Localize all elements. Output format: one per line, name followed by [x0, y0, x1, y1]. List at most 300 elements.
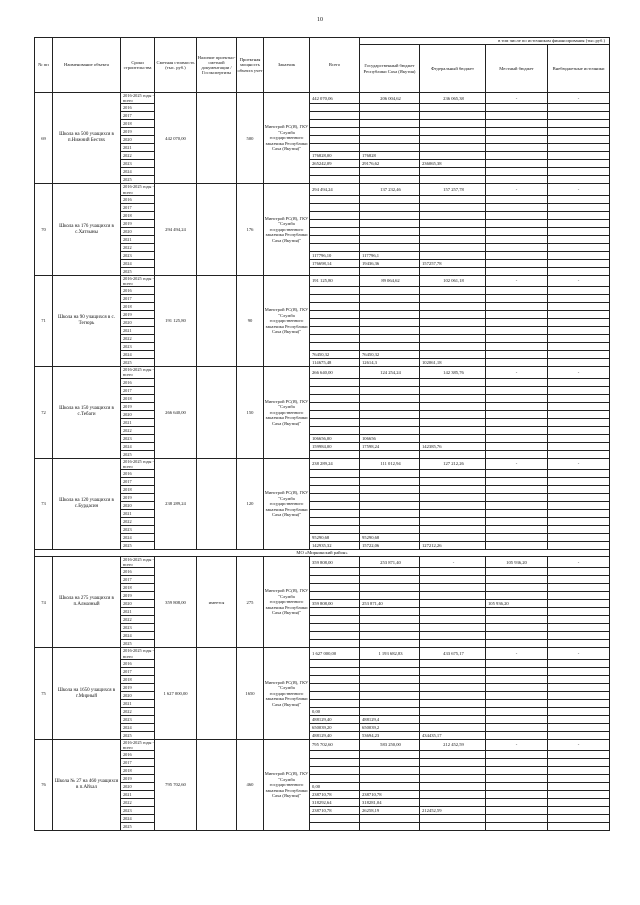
year-label: 2017 [121, 112, 155, 120]
year-value [310, 675, 360, 683]
year-value [310, 450, 360, 458]
year-value [548, 442, 610, 450]
year-value: 95290,68 [310, 534, 360, 542]
object-customer: Минстрой РС(Я), ГКУ "Служба государственного заказчика Республики Саха (Якутия)" [264, 648, 310, 739]
year-value [486, 195, 548, 203]
year-value [310, 144, 360, 152]
year-row [35, 608, 610, 616]
year-value [420, 632, 486, 640]
year-value: 102061,18 [420, 359, 486, 367]
object-capacity: 176 [237, 184, 264, 275]
year-value [310, 823, 360, 831]
object-number: 76 [35, 739, 53, 830]
year-value [310, 568, 360, 576]
year-row [35, 568, 610, 576]
year-value [420, 235, 486, 243]
year-value [486, 691, 548, 699]
year-label: 2019 [121, 311, 155, 319]
year-row [35, 168, 610, 176]
year-row [35, 799, 610, 807]
total-federal: 127 212,26 [420, 458, 486, 469]
object-cost: 442 070,00 [155, 93, 197, 184]
year-value [548, 128, 610, 136]
year-row [35, 219, 610, 227]
year-value [548, 518, 610, 526]
year-value [486, 120, 548, 128]
total-total: 266 640,00 [310, 367, 360, 378]
year-row [35, 351, 610, 359]
page-number: 10 [317, 17, 323, 23]
year-value [548, 568, 610, 576]
year-value [548, 683, 610, 691]
year-value [420, 112, 486, 120]
year-value [548, 327, 610, 335]
year-label: 2023 [121, 251, 155, 259]
year-value [486, 219, 548, 227]
year-value [310, 235, 360, 243]
year-row [35, 120, 610, 128]
total-federal: 433 675,17 [420, 648, 486, 659]
year-value [420, 478, 486, 486]
total-extra: - [548, 648, 610, 659]
year-value [310, 176, 360, 184]
year-value [310, 470, 360, 478]
object-status [197, 458, 237, 549]
year-label: 2018 [121, 675, 155, 683]
year-value [420, 502, 486, 510]
year-label: 2017 [121, 203, 155, 211]
year-value [420, 576, 486, 584]
year-row [35, 542, 610, 550]
period-total: 2016-2025 годы - всего [121, 648, 155, 659]
year-value [360, 486, 420, 494]
year-value [548, 502, 610, 510]
year-value [310, 751, 360, 759]
year-value [486, 616, 548, 624]
year-row [35, 402, 610, 410]
year-value [360, 219, 420, 227]
year-value [310, 759, 360, 767]
year-label: 2019 [121, 775, 155, 783]
year-label: 2025 [121, 542, 155, 550]
year-value [420, 343, 486, 351]
year-value [310, 211, 360, 219]
year-value [548, 418, 610, 426]
year-value [486, 378, 548, 386]
year-value [548, 783, 610, 791]
year-value [548, 450, 610, 458]
year-row [35, 723, 610, 731]
total-total: 1 627 000,00 [310, 648, 360, 659]
year-row [35, 526, 610, 534]
year-label: 2022 [121, 799, 155, 807]
year-value [310, 478, 360, 486]
year-row [35, 303, 610, 311]
year-value [310, 168, 360, 176]
year-row [35, 434, 610, 442]
year-value [486, 112, 548, 120]
total-local: - [486, 367, 548, 378]
year-value [310, 227, 360, 235]
year-value [548, 359, 610, 367]
year-value [548, 243, 610, 251]
year-value [360, 699, 420, 707]
year-value: 253 871,40 [360, 600, 420, 608]
object-customer: Минстрой РС(Я), ГКУ "Служба государственного заказчика Республики Саха (Якутия)" [264, 184, 310, 275]
year-value [548, 526, 610, 534]
year-value [486, 359, 548, 367]
year-label: 2025 [121, 731, 155, 739]
year-value [486, 303, 548, 311]
year-value [420, 568, 486, 576]
year-value [548, 632, 610, 640]
year-value [420, 823, 486, 831]
object-customer: Минстрой РС(Я), ГКУ "Служба государственного заказчика Республики Саха (Якутия)" [264, 557, 310, 648]
year-value [548, 303, 610, 311]
year-value [310, 136, 360, 144]
year-value [310, 592, 360, 600]
year-value [420, 675, 486, 683]
year-value [548, 378, 610, 386]
year-label: 2020 [121, 410, 155, 418]
year-value [420, 104, 486, 112]
object-row [35, 458, 610, 469]
object-number: 75 [35, 648, 53, 739]
year-value [420, 526, 486, 534]
year-value [360, 335, 420, 343]
year-value [486, 494, 548, 502]
year-label: 2017 [121, 667, 155, 675]
year-value [310, 486, 360, 494]
year-value [420, 335, 486, 343]
year-value [420, 402, 486, 410]
year-row [35, 235, 610, 243]
year-value: 238710,78 [310, 791, 360, 799]
year-value [310, 632, 360, 640]
year-value [486, 287, 548, 295]
year-value: 114675,48 [310, 359, 360, 367]
total-federal: - [420, 557, 486, 568]
year-value [548, 624, 610, 632]
year-value [486, 327, 548, 335]
year-value [360, 128, 420, 136]
header-total: Всего [310, 38, 360, 93]
year-value [486, 168, 548, 176]
year-value [420, 410, 486, 418]
year-value [360, 203, 420, 211]
year-value [548, 691, 610, 699]
object-capacity: 120 [237, 458, 264, 549]
year-value [360, 608, 420, 616]
year-value [548, 251, 610, 259]
year-value [548, 152, 610, 160]
object-cost: 266 640,00 [155, 367, 197, 458]
year-value [310, 640, 360, 648]
year-value [548, 311, 610, 319]
year-value [548, 659, 610, 667]
total-regional: 124 254,24 [360, 367, 420, 378]
year-label: 2017 [121, 295, 155, 303]
total-total: 359 808,00 [310, 557, 360, 568]
year-value [360, 675, 420, 683]
object-row [35, 739, 610, 750]
year-value [486, 335, 548, 343]
year-value [360, 378, 420, 386]
year-value [420, 394, 486, 402]
year-row [35, 502, 610, 510]
year-value [360, 767, 420, 775]
year-value [548, 608, 610, 616]
total-total: 294 494,24 [310, 184, 360, 195]
year-value [420, 168, 486, 176]
year-value [420, 486, 486, 494]
total-federal: 212 452,59 [420, 739, 486, 750]
object-name: Школа на 176 учащихся в с.Хатзыны [53, 184, 121, 275]
year-value [420, 426, 486, 434]
year-value [420, 799, 486, 807]
year-value: 106656,00 [310, 434, 360, 442]
year-value [486, 640, 548, 648]
year-row [35, 791, 610, 799]
year-row [35, 251, 610, 259]
total-extra: - [548, 184, 610, 195]
year-value [548, 219, 610, 227]
year-value [548, 203, 610, 211]
year-value [420, 600, 486, 608]
year-row [35, 775, 610, 783]
total-regional: 1 193 682,83 [360, 648, 420, 659]
year-value [360, 120, 420, 128]
year-value [486, 450, 548, 458]
year-value [486, 351, 548, 359]
year-value [360, 311, 420, 319]
year-value [310, 327, 360, 335]
year-label: 2020 [121, 136, 155, 144]
year-value [486, 534, 548, 542]
year-value: 53694,23 [360, 731, 420, 739]
year-value [486, 311, 548, 319]
total-total: 238 289,24 [310, 458, 360, 469]
year-value: 19436,36 [360, 259, 420, 267]
year-value [548, 267, 610, 275]
object-cost: 191 125,80 [155, 275, 197, 366]
year-value [420, 243, 486, 251]
year-value [420, 584, 486, 592]
year-value [420, 219, 486, 227]
year-value [420, 295, 486, 303]
year-value [360, 243, 420, 251]
year-label: 2016 [121, 470, 155, 478]
total-regional: 206 004,62 [360, 93, 420, 104]
year-value [486, 386, 548, 394]
year-value [420, 434, 486, 442]
year-value [486, 128, 548, 136]
year-value [310, 683, 360, 691]
year-value [360, 410, 420, 418]
year-value: 15722,06 [360, 542, 420, 550]
year-value [548, 120, 610, 128]
year-value: 17598,24 [360, 442, 420, 450]
year-value [548, 486, 610, 494]
total-federal: 157 257,78 [420, 184, 486, 195]
year-value [420, 510, 486, 518]
object-customer: Минстрой РС(Я), ГКУ "Служба государственного заказчика Республики Саха (Якутия)" [264, 93, 310, 184]
year-value [486, 410, 548, 418]
year-value [486, 799, 548, 807]
year-value [310, 195, 360, 203]
year-value [360, 267, 420, 275]
table-header [35, 38, 610, 93]
year-value [420, 450, 486, 458]
year-value [310, 502, 360, 510]
year-value [548, 434, 610, 442]
header-status: Наличие проектно-сметной документации /Госэкспертизы [197, 38, 237, 93]
year-row [35, 450, 610, 458]
year-value [360, 667, 420, 675]
year-value [420, 616, 486, 624]
year-value [486, 136, 548, 144]
year-row [35, 203, 610, 211]
year-value [548, 470, 610, 478]
year-label: 2020 [121, 319, 155, 327]
year-label: 2016 [121, 659, 155, 667]
year-value [548, 576, 610, 584]
year-label: 2018 [121, 120, 155, 128]
year-label: 2023 [121, 160, 155, 168]
year-value [310, 699, 360, 707]
object-cost: 359 808,00 [155, 557, 197, 648]
period-total: 2016-2025 годы - всего [121, 367, 155, 378]
year-value [548, 775, 610, 783]
year-value [360, 136, 420, 144]
year-value [486, 823, 548, 831]
year-row [35, 327, 610, 335]
year-value [548, 295, 610, 303]
object-capacity: 150 [237, 367, 264, 458]
year-value [420, 699, 486, 707]
object-row [35, 93, 610, 104]
year-value [360, 526, 420, 534]
year-row [35, 243, 610, 251]
year-row [35, 624, 610, 632]
year-value [310, 410, 360, 418]
year-value [360, 144, 420, 152]
year-value [486, 659, 548, 667]
year-value: 157257,78 [420, 259, 486, 267]
year-value [360, 235, 420, 243]
year-value [360, 592, 420, 600]
header-capacity: Проектная мощность объекта учет [237, 38, 264, 93]
period-total: 2016-2025 годы - всего [121, 275, 155, 286]
year-value [548, 675, 610, 683]
year-value [310, 120, 360, 128]
year-label: 2022 [121, 426, 155, 434]
year-label: 2016 [121, 195, 155, 203]
year-label: 2019 [121, 494, 155, 502]
year-value [548, 335, 610, 343]
year-row [35, 767, 610, 775]
year-row [35, 295, 610, 303]
year-value [548, 751, 610, 759]
header-regional: Государственный бюджет Республики Саха (Якутия) [360, 45, 420, 93]
year-value [486, 470, 548, 478]
year-row [35, 534, 610, 542]
year-value [420, 767, 486, 775]
year-label: 2025 [121, 176, 155, 184]
year-label: 2022 [121, 335, 155, 343]
year-value [360, 211, 420, 219]
year-value [420, 640, 486, 648]
year-value [360, 303, 420, 311]
year-value [486, 104, 548, 112]
year-label: 2016 [121, 751, 155, 759]
header-financing: в том числе по источникам финансирования (тыс.руб.) [360, 38, 610, 45]
year-value [310, 494, 360, 502]
year-row [35, 104, 610, 112]
year-value: 650039,2 [360, 723, 420, 731]
year-value: 95290,68 [360, 534, 420, 542]
year-label: 2023 [121, 807, 155, 815]
year-value [420, 120, 486, 128]
year-value [486, 783, 548, 791]
year-value [310, 426, 360, 434]
year-label: 2017 [121, 478, 155, 486]
year-value [548, 640, 610, 648]
total-local: - [486, 93, 548, 104]
year-label: 2018 [121, 767, 155, 775]
year-value [548, 259, 610, 267]
year-label: 2025 [121, 450, 155, 458]
year-row [35, 640, 610, 648]
year-value: 76450,32 [360, 351, 420, 359]
year-row [35, 576, 610, 584]
year-value [548, 494, 610, 502]
year-value [548, 815, 610, 823]
year-row [35, 510, 610, 518]
total-regional: 89 064,62 [360, 275, 420, 286]
year-label: 2017 [121, 576, 155, 584]
year-value [360, 775, 420, 783]
year-value [310, 128, 360, 136]
year-value: 29176,62 [360, 160, 420, 168]
total-regional: 253 871,40 [360, 557, 420, 568]
year-row [35, 616, 610, 624]
total-local: - [486, 275, 548, 286]
total-local: - [486, 739, 548, 750]
year-label: 2024 [121, 351, 155, 359]
year-value [420, 287, 486, 295]
year-value [420, 203, 486, 211]
object-number: 71 [35, 275, 53, 366]
object-number: 70 [35, 184, 53, 275]
year-value [360, 402, 420, 410]
year-row [35, 386, 610, 394]
period-total: 2016-2025 годы - всего [121, 739, 155, 750]
table-body [35, 93, 610, 831]
year-value: 142935,32 [310, 542, 360, 550]
year-label: 2025 [121, 823, 155, 831]
year-value [360, 104, 420, 112]
year-row [35, 470, 610, 478]
year-value [486, 426, 548, 434]
year-value [420, 759, 486, 767]
header-extra: Внебюджетные источники [548, 45, 610, 93]
object-cost: 294 494,24 [155, 184, 197, 275]
year-value: 488129,40 [310, 715, 360, 723]
object-row [35, 275, 610, 286]
year-row [35, 600, 610, 608]
year-value: 12614,3 [360, 359, 420, 367]
